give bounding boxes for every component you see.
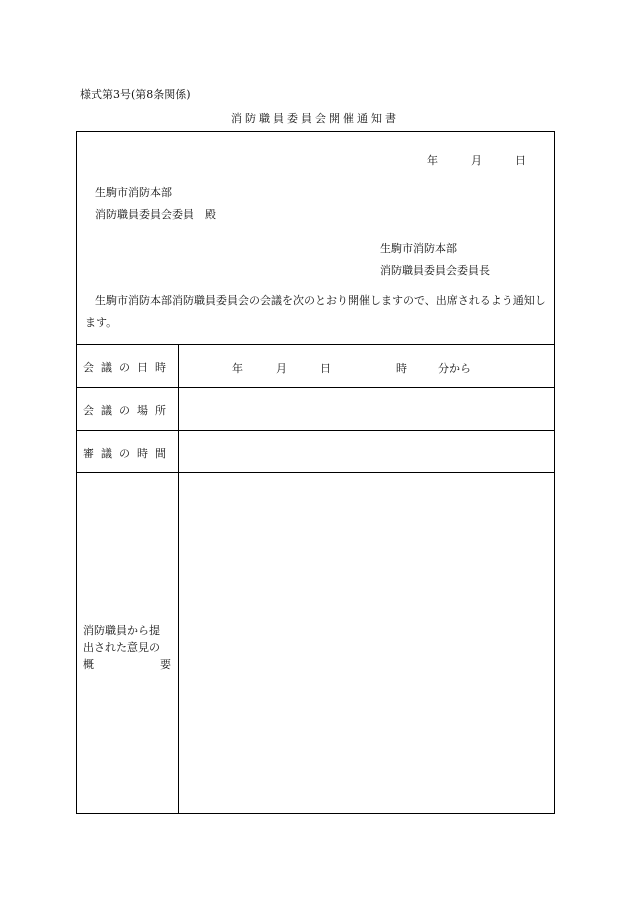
table-top-divider [77, 344, 554, 345]
date-day-label: 日 [515, 154, 526, 167]
meeting-place-label: 会議の場所 [83, 404, 173, 417]
sender-line-2: 消防職員委員会委員長 [380, 264, 490, 277]
datetime-year-label: 年 [232, 362, 243, 375]
deliberation-time-label: 審議の時間 [83, 447, 173, 460]
summary-label-line-2: 出された意見の [83, 641, 160, 654]
opinion-summary-field[interactable] [179, 473, 554, 813]
datetime-month-label: 月 [276, 362, 287, 375]
deliberation-time-field[interactable] [179, 431, 554, 471]
meeting-datetime-label: 会議の日時 [83, 361, 173, 374]
datetime-minute-label: 分から [438, 362, 471, 375]
summary-label-char-1: 概 [83, 658, 94, 671]
form-number-label: 様式第3号(第8条関係) [80, 88, 191, 101]
addressee-line-2: 消防職員委員会委員 殿 [95, 208, 216, 221]
meeting-place-field[interactable] [179, 388, 554, 429]
notice-form-frame [76, 131, 555, 814]
document-title: 消防職員委員会開催通知書 [231, 112, 399, 125]
meeting-datetime-field[interactable] [232, 360, 471, 376]
summary-label-line-3 [83, 656, 171, 673]
datetime-day-label: 日 [320, 362, 331, 375]
addressee-line-1: 生駒市消防本部 [95, 186, 172, 199]
date-year-label: 年 [427, 154, 438, 167]
sender-line-1: 生駒市消防本部 [380, 242, 457, 255]
date-month-label: 月 [471, 154, 482, 167]
date-line [427, 152, 526, 168]
notice-body-text: 生駒市消防本部消防職員委員会の会議を次のとおり開催しますので、出席されるよう通知します。 [85, 294, 546, 329]
opinion-summary-label [83, 622, 173, 673]
datetime-hour-label: 時 [396, 362, 407, 375]
summary-label-line-1: 消防職員から提 [83, 624, 160, 637]
summary-label-char-2: 要 [160, 658, 171, 671]
